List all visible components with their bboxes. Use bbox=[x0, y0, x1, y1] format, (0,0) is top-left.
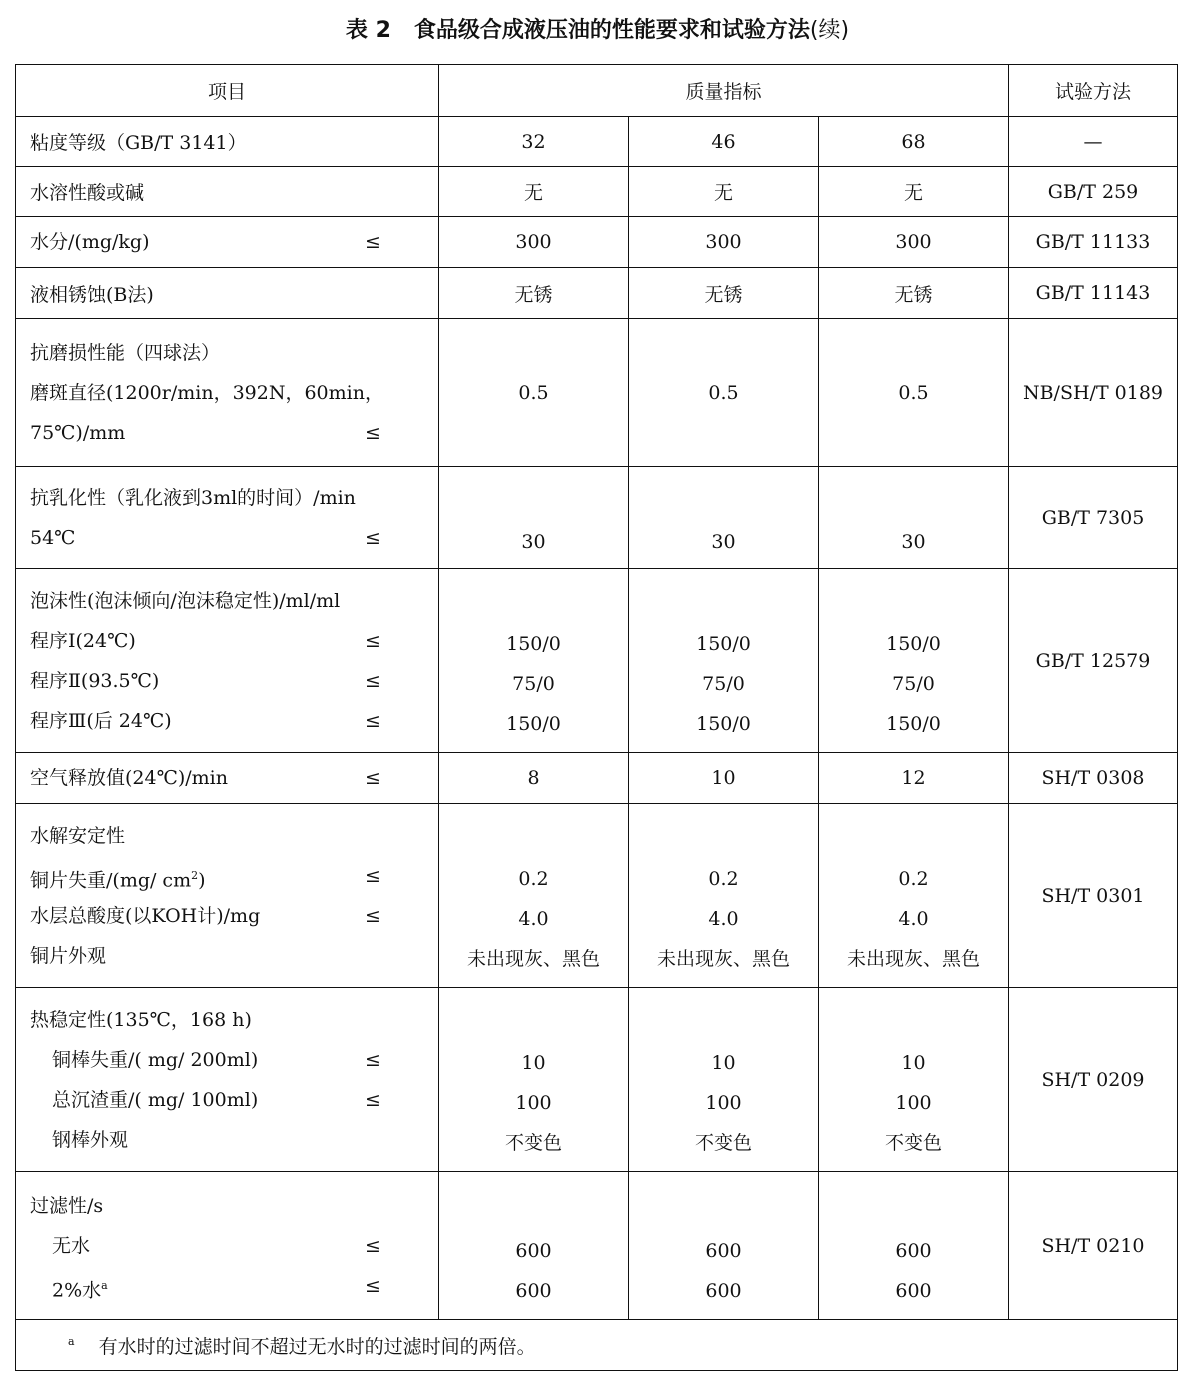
value-cell: 600 bbox=[895, 1240, 932, 1262]
le-symbol: ≤ bbox=[365, 864, 381, 887]
value-cell: 4.0 bbox=[708, 908, 739, 930]
value-cell: 不变色 bbox=[504, 1132, 562, 1154]
method-cell: SH/T 0209 bbox=[1009, 988, 1178, 1172]
footnote-text: 有水时的过滤时间不超过无水时的过滤时间的两倍。 bbox=[98, 1335, 536, 1358]
value-cell: 75/0 bbox=[512, 673, 555, 695]
le-symbol: ≤ bbox=[365, 629, 381, 652]
row-label-text: 水分/(mg/kg) bbox=[30, 231, 150, 253]
row-label bbox=[16, 1172, 439, 1320]
le-symbol: ≤ bbox=[365, 1048, 381, 1071]
value-cell: 4.0 bbox=[898, 908, 929, 930]
value-cell: 75/0 bbox=[892, 673, 935, 695]
value-cell: 100 bbox=[515, 1092, 552, 1114]
value-cell: 4.0 bbox=[518, 908, 549, 930]
value-cell: 300 bbox=[629, 217, 819, 268]
row-label-line: ) bbox=[198, 868, 206, 891]
value-cell: 无锈 bbox=[629, 268, 819, 319]
le-symbol: ≤ bbox=[365, 1234, 381, 1257]
table-row bbox=[16, 117, 1178, 167]
row-label bbox=[16, 988, 439, 1172]
superscript: 2 bbox=[191, 868, 199, 882]
value-cell: 32 bbox=[439, 117, 629, 167]
value-cell: 46 bbox=[629, 117, 819, 167]
row-label-line: 磨斑直径(1200r/min，392N，60min， bbox=[30, 381, 384, 404]
value-cell: 10 bbox=[521, 1052, 546, 1074]
value-cell: 0.5 bbox=[819, 319, 1009, 467]
value-cell: 150/0 bbox=[506, 633, 561, 655]
row-label-line: 铜片失重/(mg/ cm bbox=[30, 868, 192, 891]
method-cell: GB/T 11133 bbox=[1009, 217, 1178, 268]
method-cell: GB/T 12579 bbox=[1009, 569, 1178, 753]
method-cell: SH/T 0301 bbox=[1009, 804, 1178, 988]
row-label: 粘度等级（GB/T 3141） bbox=[16, 117, 439, 167]
value-cell: 600 bbox=[705, 1280, 742, 1302]
method-cell: SH/T 0210 bbox=[1009, 1172, 1178, 1320]
value-cell: 75/0 bbox=[702, 673, 745, 695]
row-label-line: 2%水 bbox=[52, 1278, 102, 1301]
header-spec: 质量指标 bbox=[439, 65, 1009, 117]
value-cell: 未出现灰、黑色 bbox=[466, 948, 600, 970]
method-cell: GB/T 259 bbox=[1009, 167, 1178, 217]
value-cell: 0.5 bbox=[629, 319, 819, 467]
le-symbol: ≤ bbox=[365, 1274, 381, 1297]
value-cell: 无 bbox=[629, 167, 819, 217]
header-method: 试验方法 bbox=[1009, 65, 1178, 117]
value-cell: 10 bbox=[629, 753, 819, 804]
le-symbol: ≤ bbox=[365, 526, 381, 549]
row-label bbox=[16, 467, 439, 569]
value-cell: 150/0 bbox=[886, 713, 941, 735]
value-cell: 0.2 bbox=[898, 868, 929, 890]
value-cell: 600 bbox=[515, 1240, 552, 1262]
table-title bbox=[0, 14, 1195, 48]
value-cell: 10 bbox=[711, 1052, 736, 1074]
le-symbol: ≤ bbox=[365, 669, 381, 692]
value-cell: 10 bbox=[901, 1052, 926, 1074]
value-cell: 12 bbox=[819, 753, 1009, 804]
footnote-row bbox=[16, 1320, 1178, 1371]
value-cell: 150/0 bbox=[506, 713, 561, 735]
value-cell: 未出现灰、黑色 bbox=[656, 948, 790, 970]
method-cell: GB/T 7305 bbox=[1009, 467, 1178, 569]
value-cell: 30 bbox=[521, 531, 546, 553]
row-label-line: 54℃ bbox=[30, 526, 76, 549]
row-label-line: 水层总酸度(以KOH计)/mg bbox=[30, 904, 261, 927]
value-cell: 不变色 bbox=[884, 1132, 942, 1154]
row-label bbox=[16, 217, 439, 268]
header-row bbox=[16, 65, 1178, 117]
row-label-line: 铜棒失重/( mg/ 200ml) bbox=[52, 1048, 259, 1071]
method-cell: SH/T 0308 bbox=[1009, 753, 1178, 804]
value-cell: 300 bbox=[439, 217, 629, 268]
value-cell: 150/0 bbox=[696, 633, 751, 655]
le-symbol: ≤ bbox=[365, 767, 381, 789]
row-label bbox=[16, 569, 439, 753]
value-cell: 无 bbox=[819, 167, 1009, 217]
table-title-suffix: (续) bbox=[809, 18, 850, 43]
le-symbol: ≤ bbox=[365, 904, 381, 927]
table-row bbox=[16, 988, 1178, 1172]
value-cell: 100 bbox=[895, 1092, 932, 1114]
table-row bbox=[16, 217, 1178, 268]
table-row bbox=[16, 1172, 1178, 1320]
value-cell: 30 bbox=[901, 531, 926, 553]
value-cell: 68 bbox=[819, 117, 1009, 167]
footnote bbox=[16, 1320, 1178, 1371]
row-label bbox=[16, 753, 439, 804]
value-cell: 600 bbox=[895, 1280, 932, 1302]
value-cell: 600 bbox=[705, 1240, 742, 1262]
row-label-line: 热稳定性(135℃，168 h) bbox=[30, 1008, 252, 1031]
value-cell: 600 bbox=[515, 1280, 552, 1302]
table-row bbox=[16, 753, 1178, 804]
row-label-line: 钢棒外观 bbox=[52, 1128, 129, 1151]
row-label: 液相锈蚀(B法) bbox=[16, 268, 439, 319]
table-row bbox=[16, 569, 1178, 753]
row-label-line: 泡沫性(泡沫倾向/泡沫稳定性)/ml/ml bbox=[30, 589, 341, 612]
value-cell: 8 bbox=[439, 753, 629, 804]
value-cell: 无锈 bbox=[439, 268, 629, 319]
row-label-line: 铜片外观 bbox=[30, 944, 107, 967]
row-label-line: 抗磨损性能（四球法） bbox=[30, 341, 221, 364]
le-symbol: ≤ bbox=[365, 1088, 381, 1111]
row-label: 水溶性酸或碱 bbox=[16, 167, 439, 217]
table-row bbox=[16, 268, 1178, 319]
row-label-text: 空气释放值(24℃)/min bbox=[30, 767, 228, 789]
row-label-line: 程序Ⅰ(24℃) bbox=[30, 629, 136, 652]
le-symbol: ≤ bbox=[365, 709, 381, 732]
superscript: a bbox=[101, 1278, 108, 1292]
value-cell: 不变色 bbox=[694, 1132, 752, 1154]
method-cell: — bbox=[1009, 117, 1178, 167]
value-cell: 0.5 bbox=[439, 319, 629, 467]
value-cell: 无 bbox=[439, 167, 629, 217]
value-cell: 0.2 bbox=[518, 868, 549, 890]
value-cell: 100 bbox=[705, 1092, 742, 1114]
row-label-line: 无水 bbox=[52, 1234, 91, 1257]
row-label bbox=[16, 319, 439, 467]
value-cell: 150/0 bbox=[886, 633, 941, 655]
table-row bbox=[16, 167, 1178, 217]
footnote-mark: a bbox=[68, 1335, 75, 1349]
le-symbol: ≤ bbox=[365, 421, 381, 444]
table-row bbox=[16, 467, 1178, 569]
value-cell: 300 bbox=[819, 217, 1009, 268]
row-label-line: 程序Ⅲ(后 24℃) bbox=[30, 709, 172, 732]
table-title-text: 食品级合成液压油的性能要求和试验方法 bbox=[413, 18, 810, 43]
value-cell: 30 bbox=[711, 531, 736, 553]
row-label-line: 抗乳化性（乳化液到3ml的时间）/min bbox=[30, 486, 356, 509]
row-label-line: 程序Ⅱ(93.5℃) bbox=[30, 669, 160, 692]
header-item: 项目 bbox=[16, 65, 439, 117]
row-label-line: 75℃)/mm bbox=[30, 421, 126, 444]
row-label-line: 过滤性/s bbox=[30, 1194, 104, 1217]
method-cell: NB/SH/T 0189 bbox=[1009, 319, 1178, 467]
method-cell: GB/T 11143 bbox=[1009, 268, 1178, 319]
row-label-line: 水解安定性 bbox=[30, 824, 126, 847]
table-row bbox=[16, 804, 1178, 988]
row-label-line: 总沉渣重/( mg/ 100ml) bbox=[52, 1088, 259, 1111]
spec-table bbox=[15, 64, 1178, 1371]
value-cell: 0.2 bbox=[708, 868, 739, 890]
row-label bbox=[16, 804, 439, 988]
table-number: 表 2 bbox=[345, 18, 391, 43]
le-symbol: ≤ bbox=[365, 231, 381, 253]
value-cell: 未出现灰、黑色 bbox=[846, 948, 980, 970]
table-row bbox=[16, 319, 1178, 467]
value-cell: 150/0 bbox=[696, 713, 751, 735]
value-cell: 无锈 bbox=[819, 268, 1009, 319]
